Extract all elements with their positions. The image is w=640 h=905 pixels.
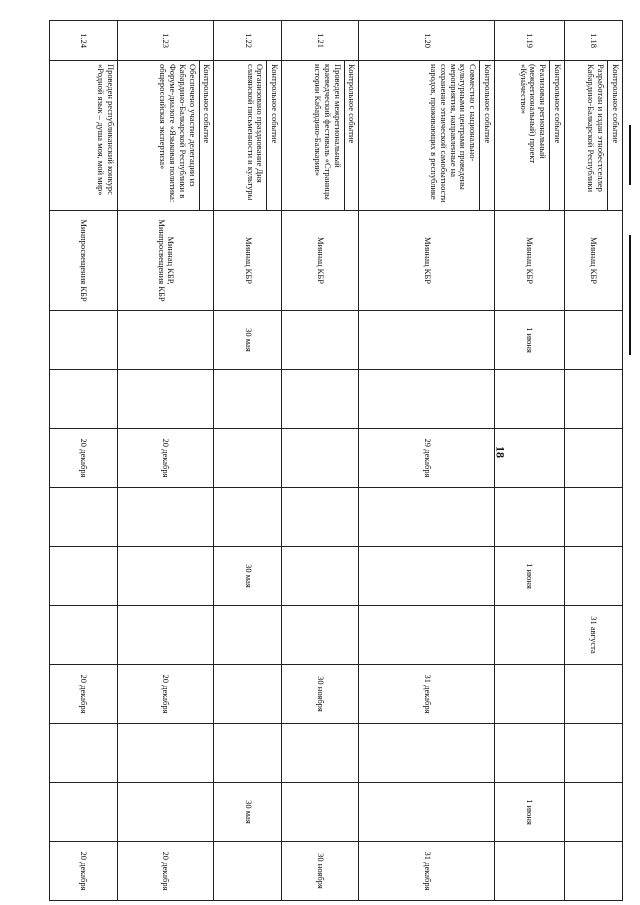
deadline-cell (282, 547, 359, 606)
deadline-cell (564, 370, 622, 429)
deadline-cell: 30 мая (214, 311, 282, 370)
deadline-cell (214, 842, 282, 901)
deadline-cell: 31 августа (564, 606, 622, 665)
deadline-cell: 20 декабря (117, 429, 214, 488)
control-event-label: Контрольное событие (479, 61, 494, 210)
deadline-cell (564, 665, 622, 724)
deadline-cell (117, 311, 214, 370)
deadline-cell (564, 783, 622, 842)
table-row (117, 21, 214, 901)
responsible-body: Миннац КБР (282, 211, 359, 311)
deadline-cell (494, 370, 564, 429)
deadline-cell (214, 429, 282, 488)
deadline-cell (214, 606, 282, 665)
event-text: Проведен межрегиональный краеведческий фестиваль «Страницы истории Кабардино-Балкарии» (313, 64, 343, 200)
event-text: Совместно с национально-культурными центрами проведены мероприятия, направленные на сохранение этнической самобытности народов, проживающих в республике (429, 64, 479, 203)
deadline-cell: 20 декабря (50, 665, 118, 724)
deadline-cell: 30 ноября (282, 842, 359, 901)
deadline-cell (564, 547, 622, 606)
deadline-cell (214, 370, 282, 429)
responsible-body: Миннац КБР (564, 211, 622, 311)
deadline-cell (117, 370, 214, 429)
deadline-cell (214, 665, 282, 724)
control-event-label: Контрольное событие (344, 61, 359, 210)
event-text: Реализован региональный (межрегиональный) проект «Кунáчество» (518, 64, 549, 164)
deadline-cell (494, 842, 564, 901)
control-event-label: Контрольное событие (199, 61, 214, 210)
deadline-cell (282, 429, 359, 488)
deadline-cell (359, 311, 494, 370)
deadline-cell (282, 724, 359, 783)
event-description (494, 61, 564, 211)
table-row (282, 21, 359, 901)
event-text: Проведен республиканский конкурс «Родной язык – душа моя, мой мир» (95, 64, 116, 196)
deadline-cell: 1 июня (494, 547, 564, 606)
event-description (282, 61, 359, 211)
table-row (494, 21, 564, 901)
row-number: 1.23 (117, 21, 214, 61)
responsible-body: Миннац КБР (359, 211, 494, 311)
event-description (564, 61, 622, 211)
deadline-cell (282, 488, 359, 547)
control-event-label: Контрольное событие (607, 61, 622, 210)
table-row (564, 21, 622, 901)
deadline-cell (494, 606, 564, 665)
row-number: 1.18 (564, 21, 622, 61)
deadline-cell (214, 724, 282, 783)
deadline-cell: 1 июня (494, 311, 564, 370)
control-event-label: Контрольное событие (549, 61, 564, 210)
deadline-cell: 30 мая (214, 783, 282, 842)
table-body (50, 21, 623, 901)
deadline-cell: 31 декабря (359, 665, 494, 724)
event-description (50, 61, 118, 211)
deadline-cell (50, 547, 118, 606)
deadline-cell (117, 488, 214, 547)
row-number: 1.22 (214, 21, 282, 61)
deadline-cell (50, 724, 118, 783)
responsible-body: Миннац КБР (494, 211, 564, 311)
deadline-cell (564, 488, 622, 547)
table-row (359, 21, 494, 901)
schedule-table-rotated (49, 20, 623, 900)
deadline-cell (359, 370, 494, 429)
deadline-cell (359, 488, 494, 547)
deadline-cell (494, 488, 564, 547)
deadline-cell (359, 606, 494, 665)
deadline-cell (117, 547, 214, 606)
deadline-cell: 30 ноября (282, 665, 359, 724)
event-text: Обеспечено участие делегации из Кабардино-Балкарской Республики в Форуме-диалоге «Языковая политика: общероссийская экспертиза» (158, 64, 198, 203)
table-row (214, 21, 282, 901)
deadline-cell (282, 370, 359, 429)
deadline-cell (564, 842, 622, 901)
control-event-label: Контрольное событие (266, 61, 281, 210)
deadline-cell (282, 311, 359, 370)
event-text: Организовано празднование Дня славянской письменности и культуры (245, 64, 266, 201)
deadline-cell (50, 311, 118, 370)
deadline-cell (214, 488, 282, 547)
deadline-cell (359, 547, 494, 606)
deadline-cell: 31 декабря (359, 842, 494, 901)
deadline-cell: 1 июня (494, 783, 564, 842)
deadline-cell: 20 декабря (117, 842, 214, 901)
deadline-cell (117, 724, 214, 783)
deadline-cell (50, 606, 118, 665)
deadline-cell: 20 декабря (50, 429, 118, 488)
deadline-cell (282, 783, 359, 842)
deadline-cell (117, 606, 214, 665)
responsible-body: Миннац КБР (214, 211, 282, 311)
deadline-cell (494, 429, 564, 488)
responsible-body: Минпросвещения КБР (50, 211, 118, 311)
deadline-cell (494, 665, 564, 724)
event-description (359, 61, 494, 211)
row-number: 1.20 (359, 21, 494, 61)
deadline-cell (282, 606, 359, 665)
deadline-cell (564, 311, 622, 370)
deadline-cell: 20 декабря (117, 665, 214, 724)
deadline-cell (564, 429, 622, 488)
deadline-cell (564, 724, 622, 783)
row-number: 1.21 (282, 21, 359, 61)
deadline-cell (359, 783, 494, 842)
row-number: 1.19 (494, 21, 564, 61)
deadline-cell: 20 декабря (50, 842, 118, 901)
deadline-cell (50, 370, 118, 429)
schedule-table (49, 20, 623, 901)
table-row (50, 21, 118, 901)
deadline-cell (117, 783, 214, 842)
event-description (117, 61, 214, 211)
deadline-cell (494, 724, 564, 783)
deadline-cell: 30 мая (214, 547, 282, 606)
event-description (214, 61, 282, 211)
page-number: 18 (493, 446, 508, 458)
deadline-cell (50, 783, 118, 842)
deadline-cell (50, 488, 118, 547)
deadline-cell: 29 декабря (359, 429, 494, 488)
edge-mark (629, 125, 631, 185)
row-number: 1.24 (50, 21, 118, 61)
event-text: Разработан и издан этнобестселлер Кабардино-Балкарской Республики (586, 64, 607, 193)
edge-mark (629, 235, 631, 355)
deadline-cell (359, 724, 494, 783)
responsible-body: Миннац КБР, Минпросвещения КБР (117, 211, 214, 311)
